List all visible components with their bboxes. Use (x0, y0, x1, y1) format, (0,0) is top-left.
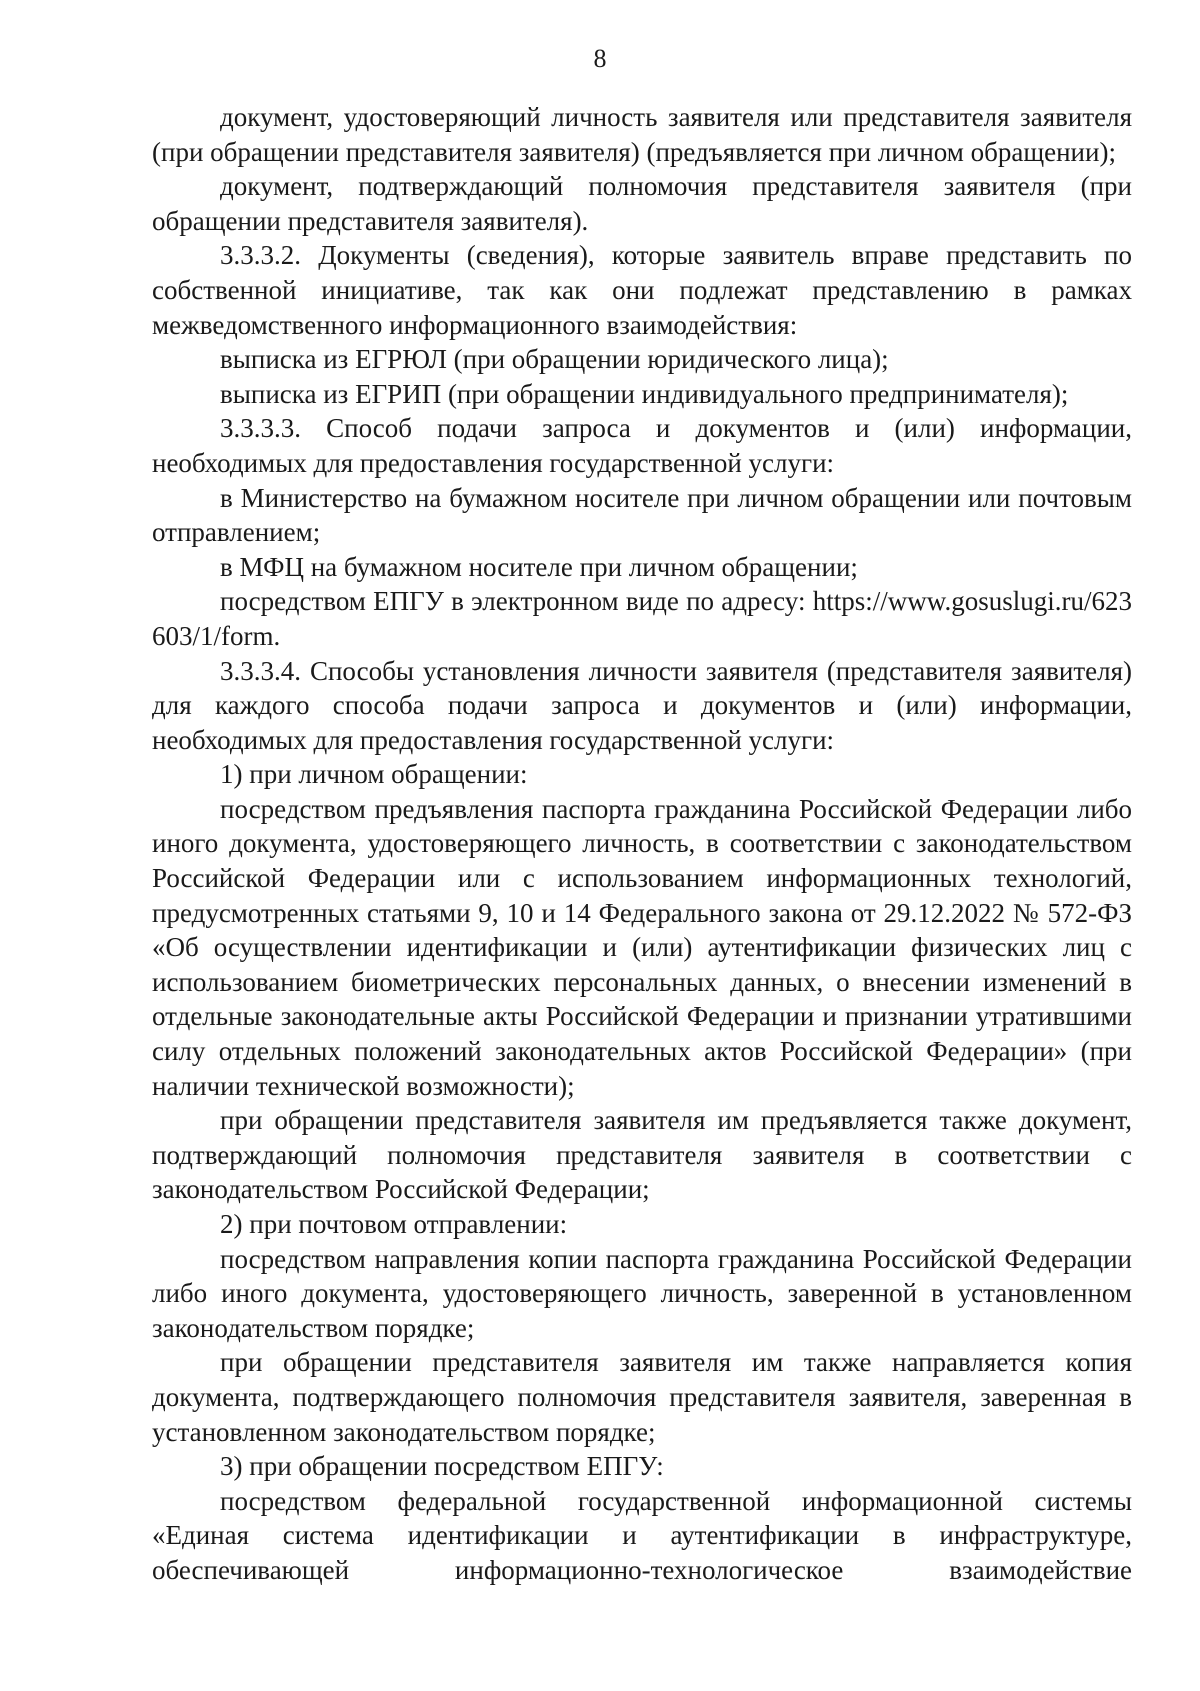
paragraph-in-person-heading: 1) при личном обращении: (220, 759, 528, 790)
paragraph-3-3-3-3: 3.3.3.3. Способ подачи запроса и документов и (или) информации, необходимых для предоставления государственной услуги: (152, 413, 1132, 478)
paragraph-mfc-submission: в МФЦ на бумажном носителе при личном обращении; (220, 551, 858, 582)
paragraph-esia-system: посредством федеральной государственной информационной системы «Единая система идентификации и аутентификации в инфраструктуре, обеспечивающей информационно-технологическое взаимодействие (152, 1485, 1132, 1585)
paragraph-postal-heading: 2) при почтовом отправлении: (220, 1209, 568, 1239)
paragraph-epgu-heading: 3) при обращении посредством ЕПГУ: (220, 1451, 664, 1482)
paragraph-identity-document: документ, удостоверяющий личность заявителя или представителя заявителя (при обращении представителя заявителя) (предъявляется при личном обращении); (152, 102, 1132, 167)
page-number: 8 (593, 44, 607, 73)
paragraph-representative-copy: при обращении представителя заявителя им также направляется копия документа, подтверждающего полномочия представителя заявителя, заверенная в установленном законодательством порядке; (152, 1347, 1132, 1447)
paragraph-authority-document: документ, подтверждающий полномочия представителя заявителя (при обращении представителя заявителя). (152, 171, 1132, 236)
paragraph-3-3-3-4: 3.3.3.4. Способы установления личности заявителя (представителя заявителя) для каждого способа подачи запроса и документов и (или) информации, необходимых для предоставления государственной услуги: (152, 655, 1132, 755)
paragraph-passport-copy: посредством направления копии паспорта гражданина Российской Федерации либо иного документа, удостоверяющего личность, заверенной в установленном законодательством порядке; (152, 1243, 1132, 1343)
paragraph-ministry-submission: в Министерство на бумажном носителе при личном обращении или почтовым отправлением; (152, 482, 1132, 548)
paragraph-egrul-extract: выписка из ЕГРЮЛ (при обращении юридического лица); (220, 344, 889, 375)
paragraph-egrip-extract: выписка из ЕГРИП (при обращении индивидуального предпринимателя); (220, 378, 1069, 409)
paragraph-epgu-submission: посредством ЕПГУ в электронном виде по адресу: https://www.gosuslugi.ru/623603/1/form. (152, 586, 1132, 651)
document-body (152, 100, 1132, 1588)
paragraph-representative-presentation: при обращении представителя заявителя им предъявляется также документ, подтверждающий полномочия представителя заявителя в соответствии с законодательством Российской Федерации; (152, 1105, 1132, 1205)
paragraph-3-3-3-2: 3.3.3.2. Документы (сведения), которые заявитель вправе представить по собственной инициативе, так как они подлежат представлению в рамках межведомственного информационного взаимодействия: (152, 240, 1132, 340)
paragraph-passport-presentation: посредством предъявления паспорта гражданина Российской Федерации либо иного документа, удостоверяющего личность, в соответствии с законодательством Российской Федерации или с использованием информационных технологий, предусмотренных статьями 9, 10 и 14 Федерального закона от 29.12.2022 № 572-ФЗ «Об осуществлении идентификации и (или) аутентификации физических лиц с использованием биометрических персональных данных, о внесении изменений в отдельные законодательные акты Российской Федерации и признании утратившими силу отдельных положений законодательных актов Российской Федерации» (при наличии технической возможности); (152, 793, 1132, 1101)
